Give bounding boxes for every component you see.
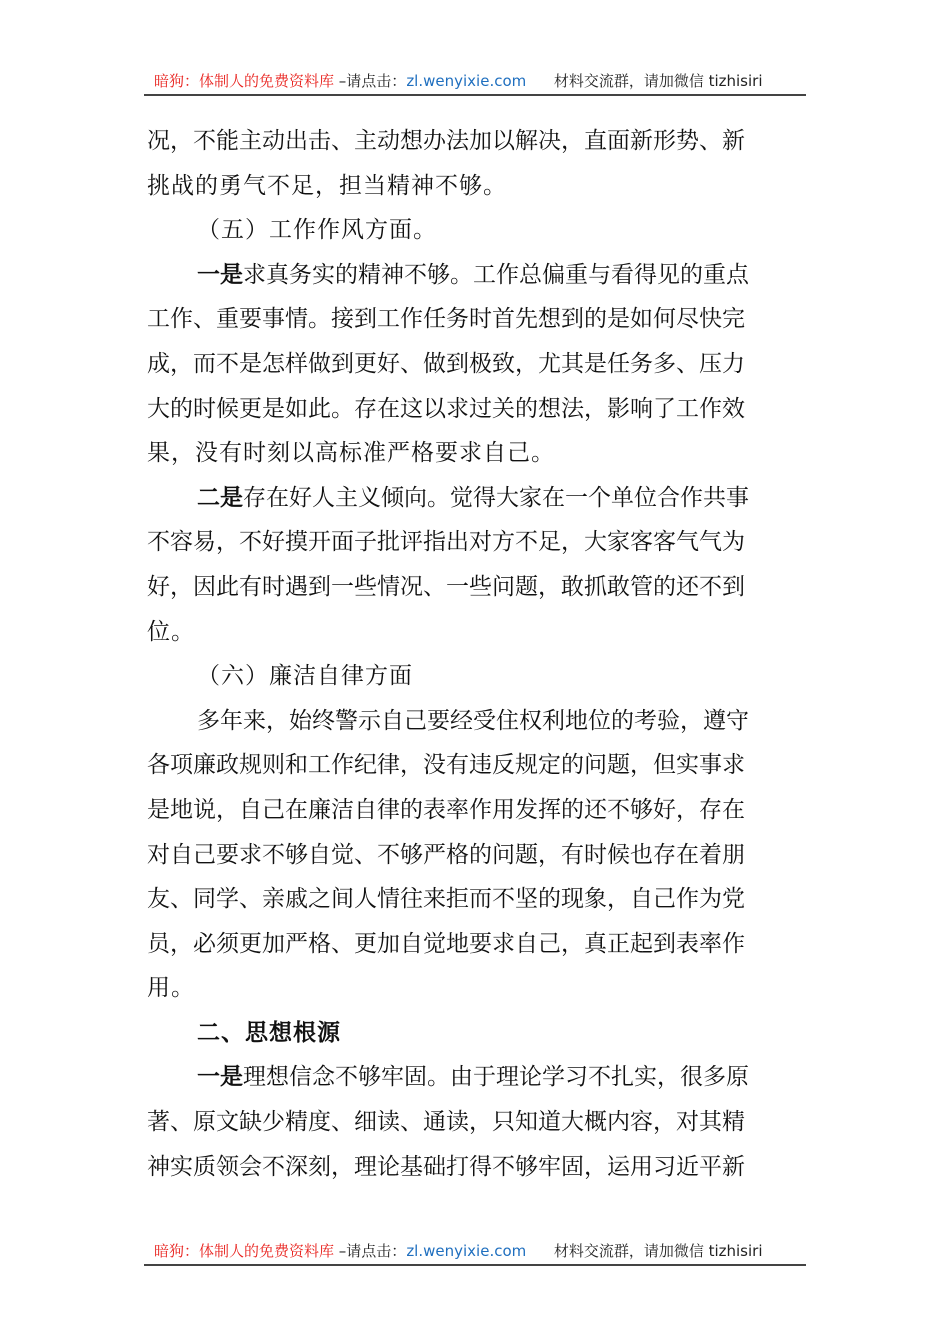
- line-text: 好，因此有时遇到一些情况、一些问题，敢抓敢管的还不到: [147, 573, 745, 600]
- line-text: 大的时候更是如此。存在这以求过关的想法，影响了工作效: [147, 395, 745, 422]
- footer-click-prompt: –请点击：: [338, 1242, 407, 1260]
- text-line: [147, 966, 806, 1011]
- footer-divider: [144, 1264, 806, 1266]
- text-line: [147, 387, 806, 432]
- text-line: [147, 833, 806, 878]
- text-line: [147, 119, 806, 164]
- header-url-link[interactable]: zl.wenyixie.com: [406, 72, 527, 90]
- text-line: [147, 476, 806, 521]
- text-line: [147, 565, 806, 610]
- text-line: [147, 297, 806, 342]
- text-line: [147, 788, 806, 833]
- line-text: 求真务实的精神不够。工作总偏重与看得见的重点: [243, 261, 749, 288]
- document-body: [147, 119, 806, 1189]
- line-text: 理想信念不够牢固。由于理论学习不扎实，很多原: [243, 1064, 749, 1091]
- header-wechat: 材料交流群，请加微信 tizhisiri: [553, 72, 763, 90]
- lead-phrase: 一是: [197, 1064, 243, 1091]
- line-text: （六）廉洁自律方面: [197, 663, 413, 690]
- text-line: [147, 431, 806, 476]
- lead-phrase: 一是: [197, 261, 243, 288]
- header-divider: [144, 94, 806, 96]
- text-line: [147, 164, 806, 209]
- text-line: [147, 1100, 806, 1145]
- line-text: 况，不能主动出击、主动想办法加以解决，直面新形势、新: [147, 128, 745, 154]
- text-line: [147, 610, 806, 655]
- line-text: 二、思想根源: [197, 1019, 341, 1046]
- line-text: 神实质领会不深刻，理论基础打得不够牢固，运用习近平新: [147, 1153, 745, 1180]
- line-text: 果，没有时刻以高标准严格要求自己。: [147, 440, 555, 467]
- header-brand: 暗狗：体制人的免费资料库: [154, 72, 335, 90]
- footer-wechat: 材料交流群，请加微信 tizhisiri: [553, 1242, 763, 1260]
- line-text: 多年来，始终警示自己要经受住权利地位的考验，遵守: [197, 707, 749, 734]
- text-line: [147, 699, 806, 744]
- line-text: 是地说，自己在廉洁自律的表率作用发挥的还不够好，存在: [147, 796, 745, 823]
- lead-phrase: 二是: [197, 484, 243, 511]
- heading-line: [147, 654, 806, 699]
- text-line: [147, 877, 806, 922]
- line-text: 成，而不是怎样做到更好、做到极致，尤其是任务多、压力: [147, 350, 745, 377]
- line-text: 位。: [147, 618, 195, 645]
- text-line: [147, 1055, 806, 1100]
- heading-line: [147, 208, 806, 253]
- line-text: 不容易，不好摸开面子批评指出对方不足，大家客客气气为: [147, 529, 745, 556]
- footer-brand: 暗狗：体制人的免费资料库: [154, 1242, 335, 1260]
- text-line: [147, 1145, 806, 1190]
- line-text: 挑战的勇气不足，担当精神不够。: [147, 172, 507, 199]
- text-line: [147, 520, 806, 565]
- footer-url-link[interactable]: zl.wenyixie.com: [406, 1242, 527, 1260]
- text-line: [147, 253, 806, 298]
- page-footer: [144, 1238, 806, 1264]
- line-text: 友、同学、亲戚之间人情往来拒而不坚的现象，自己作为党: [147, 886, 745, 913]
- line-text: 工作、重要事情。接到工作任务时首先想到的是如何尽快完: [147, 306, 745, 333]
- line-text: 员，必须更加严格、更加自觉地要求自己，真正起到表率作: [147, 930, 745, 957]
- line-text: 对自己要求不够自觉、不够严格的问题，有时候也存在着朋: [147, 841, 745, 868]
- line-text: （五）工作作风方面。: [197, 217, 437, 244]
- line-text: 存在好人主义倾向。觉得大家在一个单位合作共事: [243, 484, 749, 511]
- section-line: [147, 1011, 806, 1056]
- text-line: [147, 743, 806, 788]
- line-text: 各项廉政规则和工作纪律，没有违反规定的问题，但实事求: [147, 752, 745, 779]
- line-text: 著、原文缺少精度、细读、通读，只知道大概内容，对其精: [147, 1109, 745, 1136]
- text-line: [147, 342, 806, 387]
- text-line: [147, 922, 806, 967]
- line-text: 用。: [147, 975, 195, 1002]
- page-header: [144, 68, 806, 94]
- header-click-prompt: –请点击：: [338, 72, 407, 90]
